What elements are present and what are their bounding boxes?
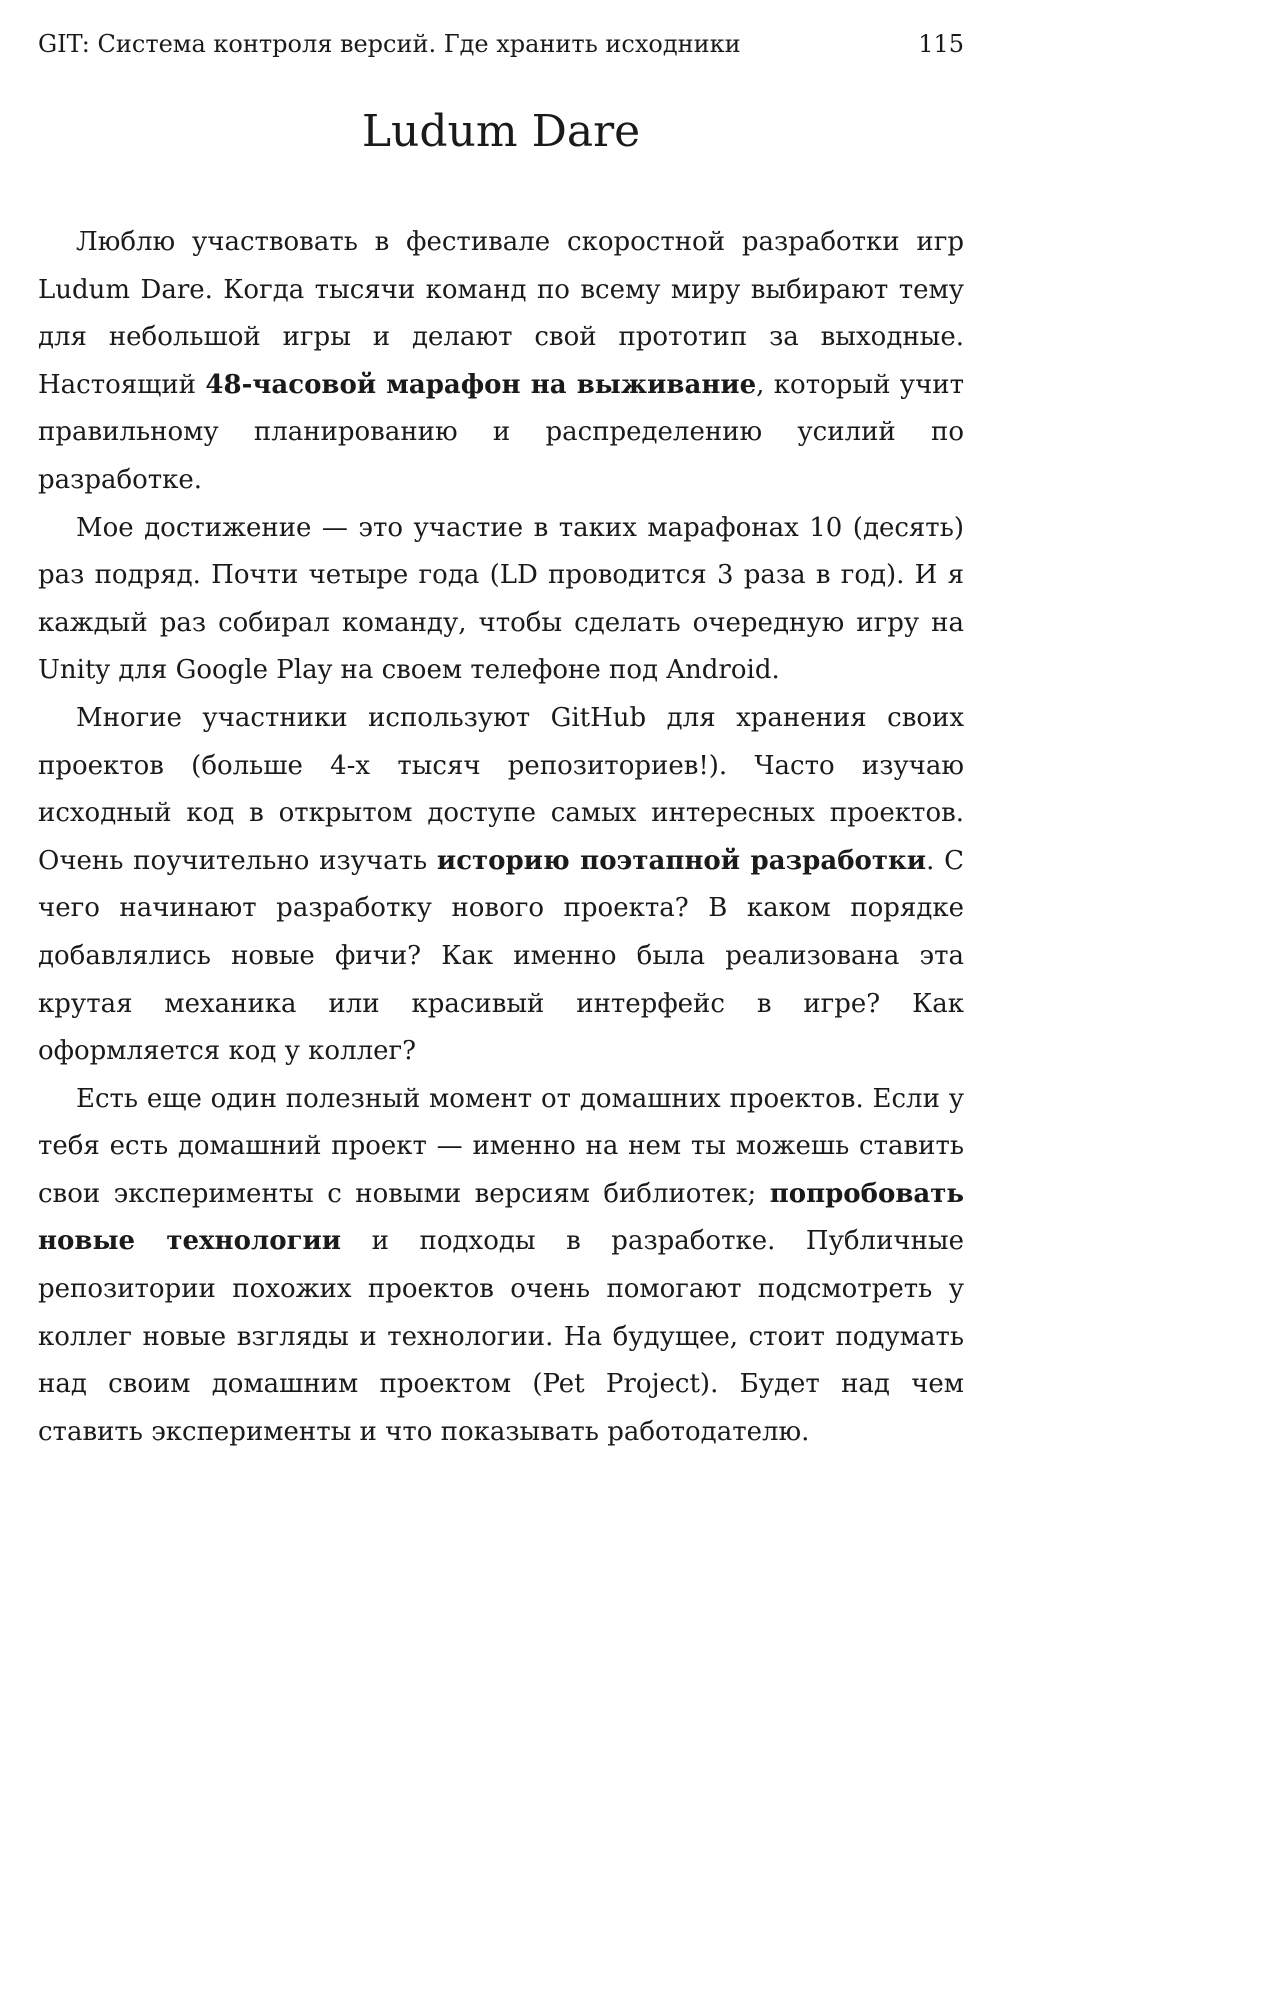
paragraph [38,219,964,505]
page-number: 115 [918,30,964,58]
paragraph-text: Мое достижение — это участие в таких марафонах 10 (десять) раз подряд. Почти четыре года (LD проводится 3 раза в год). И я каждый раз собирал команду, чтобы сделать очередную игру на Unity для Google Play на своем телефоне под Android. [38,512,964,686]
bold-phrase: историю поэтапной разработки [436,845,927,876]
bold-phrase: попробовать новые технологии [38,1178,964,1257]
paragraph [38,695,964,1076]
paragraph-text: Люблю участвовать в фестивале скоростной разработки игр Ludum Dare. Когда тысячи команд по всему миру выбирают тему для небольшой игры и делают свой прототип за выходные. Настоящий [38,227,964,400]
paragraph-text: Многие участники используют GitHub для хранения своих проектов (больше 4-х тысяч репозиториев!). Часто изучаю исходный код в открытом доступе самых интересных проектов. Очень поучительно изучать [38,702,964,876]
paragraph-text: , который учит правильному планированию и распределению усилий по разработке. [38,369,964,495]
paragraph-text: . С чего начинают разработку нового проекта? В каком порядке добавлялись новые фичи? Как именно была реализована эта крутая механика или красивый интерфейс в игре? Как оформляется код у коллег? [38,845,964,1067]
paragraph [38,1076,964,1457]
chapter-title: GIT: Система контроля версий. Где хранить исходники [38,30,741,58]
paragraph [38,505,964,695]
article-body [38,219,964,1456]
section-title: Ludum Dare [361,106,641,157]
bold-phrase: 48-часовой марафон на выживание [205,369,757,400]
paragraph-text: и подходы в разработке. Публичные репозитории похожих проектов очень помогают подсмотреть у коллег новые взгляды и технологии. На будущее, стоит подумать над своим домашним проектом (Pet Project). Будет над чем ставить эксперименты и что показывать работодателю. [38,1226,964,1447]
running-header [38,26,964,62]
paragraph-text: Есть еще один полезный момент от домашних проектов. Если у тебя есть домашний проект — именно на нем ты можешь ставить свои эксперименты с новыми версиям библиотек; [38,1083,964,1209]
